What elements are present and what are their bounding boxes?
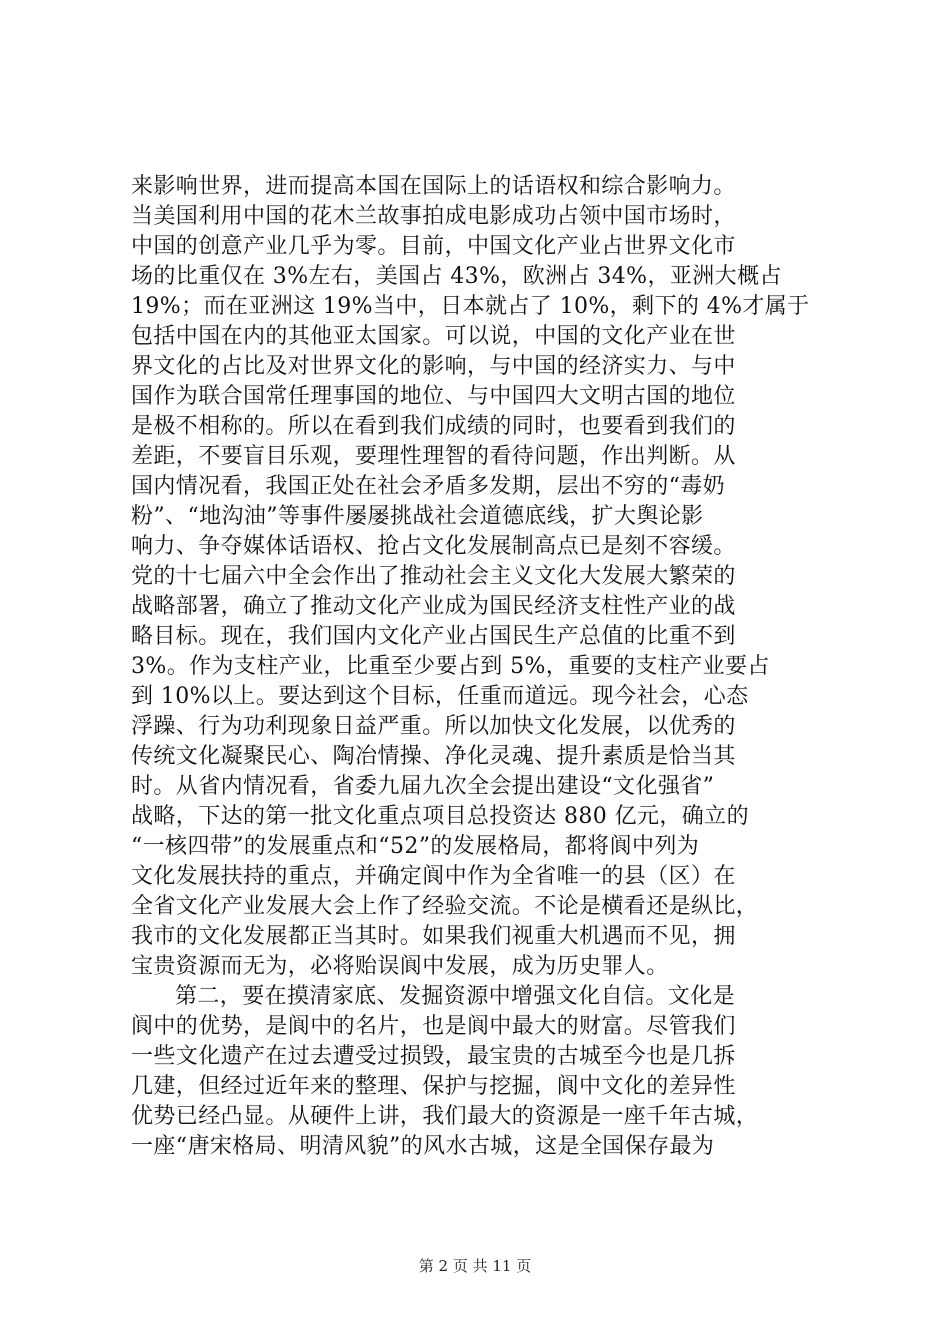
text-line: 我市的文化发展都正当其时。如果我们视重大机遇而不见，拥 bbox=[131, 924, 736, 949]
text-line: 中国的创意产业几乎为零。目前，中国文化产业占世界文化市 bbox=[131, 234, 736, 259]
body-text bbox=[131, 172, 831, 1162]
text-line: 一座“唐宋格局、明清风貌”的风水古城，这是全国保存最为 bbox=[131, 1134, 715, 1159]
page-footer bbox=[0, 1255, 950, 1276]
text-line: 浮躁、行为功利现象日益严重。所以加快文化发展，以优秀的 bbox=[131, 714, 736, 739]
text-line: 文化发展扶持的重点，并确定阆中作为全省唯一的县（区）在 bbox=[131, 864, 736, 889]
text-line: 时。从省内情况看，省委九届九次全会提出建设“文化强省” bbox=[131, 774, 715, 799]
text-line: 党的十七届六中全会作出了推动社会主义文化大发展大繁荣的 bbox=[131, 564, 736, 589]
text-line: 几建，但经过近年来的整理、保护与挖掘，阆中文化的差异性 bbox=[131, 1074, 736, 1099]
text-line: 来影响世界，进而提高本国在国际上的话语权和综合影响力。 bbox=[131, 174, 736, 199]
text-line: 到 10%以上。要达到这个目标，任重而道远。现今社会，心态 bbox=[131, 684, 749, 709]
text-line: 3%。作为支柱产业，比重至少要占到 5%，重要的支柱产业要占 bbox=[131, 654, 770, 679]
text-line: 阆中的优势，是阆中的名片，也是阆中最大的财富。尽管我们 bbox=[131, 1014, 736, 1039]
text-line: 响力、争夺媒体话语权、抢占文化发展制高点已是刻不容缓。 bbox=[131, 534, 736, 559]
text-line: 国作为联合国常任理事国的地位、与中国四大文明古国的地位 bbox=[131, 384, 736, 409]
text-line: 粉”、“地沟油”等事件屡屡挑战社会道德底线，扩大舆论影 bbox=[131, 504, 704, 529]
text-line: 传统文化凝聚民心、陶冶情操、净化灵魂、提升素质是恰当其 bbox=[131, 744, 736, 769]
text-line: 全省文化产业发展大会上作了经验交流。不论是横看还是纵比， bbox=[131, 894, 759, 919]
text-line: 宝贵资源而无为，必将贻误阆中发展，成为历史罪人。 bbox=[131, 954, 669, 979]
text-line: 场的比重仅在 3%左右，美国占 43%，欧洲占 34%，亚洲大概占 bbox=[131, 264, 782, 289]
text-line: 19%；而在亚洲这 19%当中，日本就占了 10%，剩下的 4%才属于 bbox=[131, 294, 810, 319]
text-line: 界文化的占比及对世界文化的影响，与中国的经济实力、与中 bbox=[131, 354, 736, 379]
text-line: 当美国利用中国的花木兰故事拍成电影成功占领中国市场时， bbox=[131, 204, 736, 229]
text-line: 战略，下达的第一批文化重点项目总投资达 880 亿元，确立的 bbox=[131, 804, 749, 829]
text-line: “一核四带”的发展重点和“52”的发展格局，都将阆中列为 bbox=[131, 834, 700, 859]
page-number: 第 2 页 共 11 页 bbox=[418, 1257, 532, 1275]
text-line: 国内情况看，我国正处在社会矛盾多发期，层出不穷的“毒奶 bbox=[131, 474, 726, 499]
text-line: 差距，不要盲目乐观，要理性理智的看待问题，作出判断。从 bbox=[131, 444, 736, 469]
text-line: 是极不相称的。所以在看到我们成绩的同时，也要看到我们的 bbox=[131, 414, 736, 439]
text-line: 包括中国在内的其他亚太国家。可以说，中国的文化产业在世 bbox=[131, 324, 736, 349]
paragraph-start-line: 第二，要在摸清家底、发掘资源中增强文化自信。文化是 bbox=[175, 984, 736, 1009]
text-line: 战略部署，确立了推动文化产业成为国民经济支柱性产业的战 bbox=[131, 594, 736, 619]
text-line: 一些文化遗产在过去遭受过损毁，最宝贵的古城至今也是几拆 bbox=[131, 1044, 736, 1069]
text-line: 略目标。现在，我们国内文化产业占国民生产总值的比重不到 bbox=[131, 624, 736, 649]
text-line: 优势已经凸显。从硬件上讲，我们最大的资源是一座千年古城， bbox=[131, 1104, 759, 1129]
